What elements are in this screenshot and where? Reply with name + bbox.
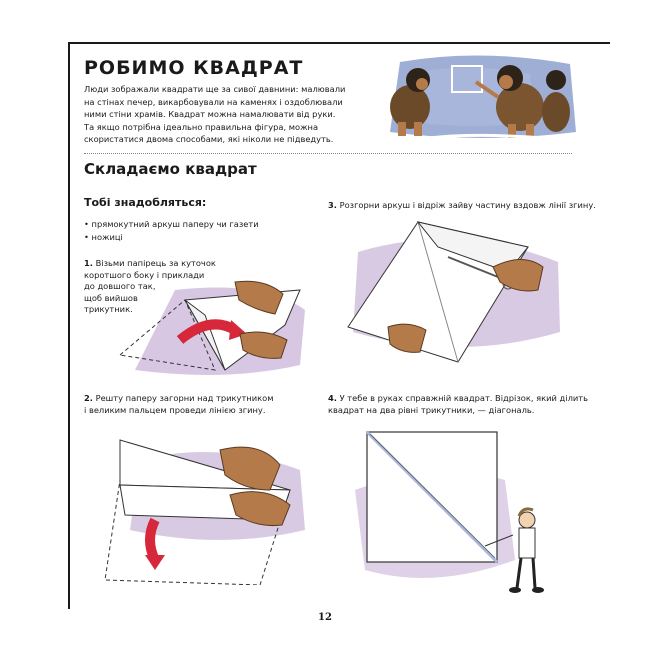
step-line: щоб вийшов (84, 292, 138, 303)
step-line: коротшого боку і приклади (84, 269, 205, 280)
step-3-illustration (338, 212, 568, 367)
section-title: Складаємо квадрат (84, 160, 257, 178)
page-number: 12 (318, 612, 332, 623)
intro-line: скористатися двома способами, які ніколи не підведуть. (84, 134, 334, 145)
cavemen-illustration (380, 52, 580, 144)
step-number: 4. (328, 393, 337, 403)
step-2-illustration (100, 420, 310, 585)
step-line: і великим пальцем проведи лінією згину. (84, 404, 266, 415)
step-line: Розгорни аркуш і відріж зайву частину вздовж лінії згину. (339, 200, 596, 210)
step-number: 1. (84, 258, 93, 268)
step-1-illustration (115, 270, 315, 385)
step-line: Решту паперу загорни над трикутником (95, 393, 274, 403)
step-3-text (328, 200, 596, 212)
intro-paragraph (84, 83, 374, 146)
intro-line: Та якщо потрібна ідеально правильна фігура, можна (84, 121, 319, 132)
intro-line: на стінах печер, викарбовували на каменях і оздоблювали (84, 96, 343, 107)
intro-line: Люди зображали квадрати ще за сивої давнини: малювали (84, 84, 346, 94)
intro-line: ними стіни храмів. Квадрат можна намалювати від руки. (84, 109, 336, 120)
materials-title: Тобі знадобляться: (84, 196, 207, 209)
step-line: до довшого так, (84, 281, 156, 291)
list-item: • прямокутний аркуш паперу чи газети (84, 218, 259, 231)
step-line: квадрат на два рівні трикутники, — діагональ. (328, 404, 535, 415)
step-line: У тебе в руках справжній квадрат. Відрізок, який ділить (339, 393, 589, 403)
step-number: 3. (328, 200, 337, 210)
step-line: трикутник. (84, 304, 133, 314)
step-2-text (84, 393, 273, 416)
section-divider (84, 153, 572, 154)
page-title: РОБИМО КВАДРАТ (84, 57, 304, 79)
step-number: 2. (84, 393, 93, 403)
list-item: • ножиці (84, 231, 259, 244)
step-line: Візьми папірець за куточок (95, 258, 216, 268)
materials-list (84, 218, 259, 243)
step-4-illustration (335, 420, 565, 605)
step-4-text (328, 393, 588, 416)
